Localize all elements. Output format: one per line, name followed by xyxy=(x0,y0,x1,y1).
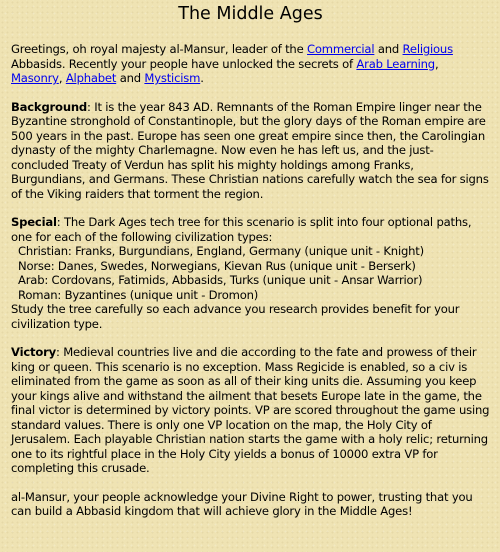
intro-text: . xyxy=(200,71,204,85)
intro-text: and xyxy=(116,71,145,85)
civ-type-norse: Norse: Danes, Swedes, Norwegians, Kievan Rus (unique unit - Berserk) xyxy=(18,258,416,273)
link-mysticism[interactable]: Mysticism xyxy=(144,71,201,85)
background-label: Background xyxy=(11,99,88,114)
intro-text: Abbasids. Recently your people have unlocked the secrets of xyxy=(11,56,357,71)
special-section xyxy=(11,215,490,331)
page-title: The Middle Ages xyxy=(178,4,323,24)
link-religious[interactable]: Religious xyxy=(402,42,453,56)
victory-label: Victory xyxy=(11,345,56,359)
intro-text: , xyxy=(58,71,66,85)
link-alphabet[interactable]: Alphabet xyxy=(65,71,117,85)
victory-paragraph xyxy=(11,345,490,476)
civ-type-arab: Arab: Cordovans, Fatimids, Abbasids, Turks (unique unit - Ansar Warrior) xyxy=(18,273,423,287)
intro-paragraph xyxy=(11,42,490,86)
victory-text: : Medieval countries live and die according to the fate and prowess of their king or queen. This scenario is no exception. Mass Regicide is enabled, so a civ is eliminated from the game as soon as all of their king units die. Assuming you keep your kings alive and withstand the ailment that besets Europe late in the game, the final victor is determined by victory points. VP are scored throughout the game using standard values. There is only one VP location on the map, the Holy City of Jerusalem. Each playable Christian nation starts the game with a holy relic; returning one to its rightful place in the Holy City yields a bonus of 10000 extra VP for completing this crusade. xyxy=(11,345,490,475)
intro-text: , xyxy=(434,56,439,71)
special-label: Special xyxy=(11,215,57,229)
special-text: : The Dark Ages tech tree for this scenario is split into four optional paths, one for each of the following civilization types: xyxy=(11,215,472,244)
special-intro xyxy=(11,215,490,244)
special-after: Study the tree carefully so each advance you research provides benefit for your civilization type. xyxy=(11,302,460,331)
closing-paragraph: al-Mansur, your people acknowledge your Divine Right to power, trusting that you can build a Abbasid kingdom that will achieve glory in the Middle Ages! xyxy=(11,489,473,518)
intro-text: and xyxy=(374,42,403,56)
intro-text: Greetings, oh royal majesty al-Mansur, leader of the xyxy=(11,42,308,56)
link-arab-learning[interactable]: Arab Learning xyxy=(356,56,435,71)
link-masonry[interactable]: Masonry xyxy=(11,71,59,85)
civ-type-christian: Christian: Franks, Burgundians, England, Germany (unique unit - Knight) xyxy=(18,244,424,258)
background-paragraph xyxy=(11,100,490,202)
civ-type-roman: Roman: Byzantines (unique unit - Dromon) xyxy=(18,287,259,302)
civ-type-list xyxy=(11,244,490,302)
background-text: : It is the year 843 AD. Remnants of the Roman Empire linger near the Byzantine stronghold of Constantinople, but the glory days of the Roman empire are 500 years in the past. Europe has seen one great empire since then, the Carolingian dynasty of the mighty Charlemagne. Now even he has left us, and the just-concluded Treaty of Verdun has split his mighty holdings among Franks, Burgundians, and Germans. These Christian nations carefully watch the sea for signs of the Viking raiders that torment the region. xyxy=(11,99,489,201)
link-commercial[interactable]: Commercial xyxy=(307,42,375,56)
